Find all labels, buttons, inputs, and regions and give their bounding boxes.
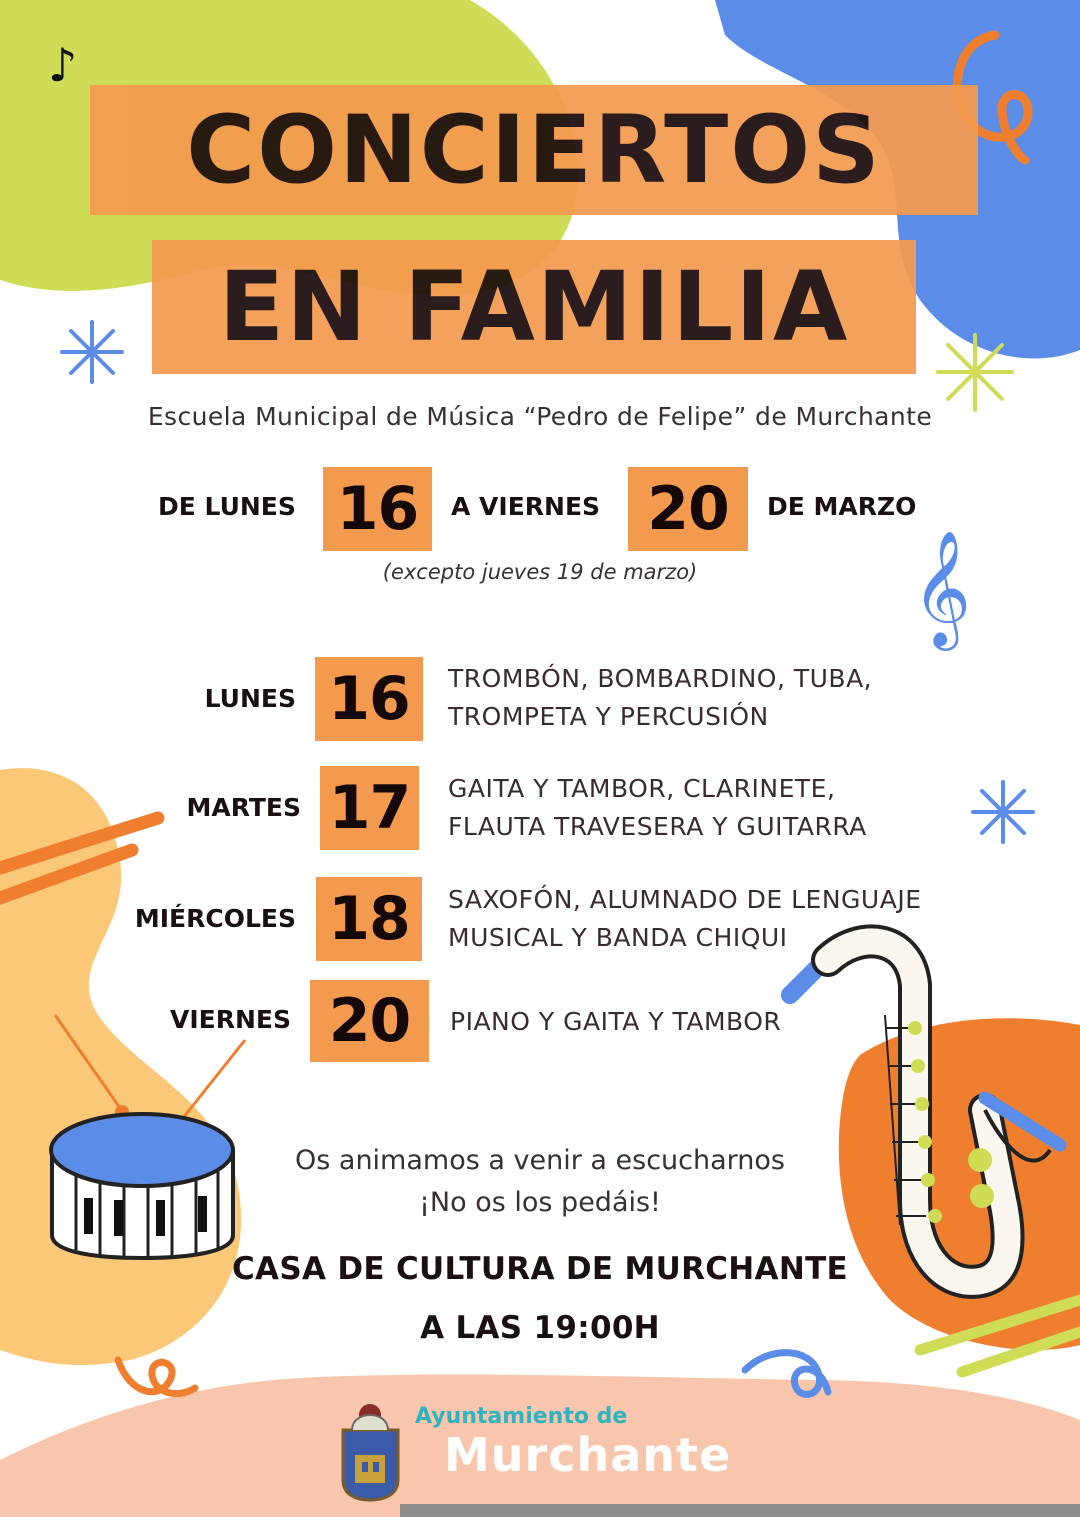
schedule-day: VIERNES xyxy=(170,1005,291,1034)
sparkle-icon xyxy=(62,322,122,382)
venue-place: CASA DE CULTURA DE MURCHANTE xyxy=(231,1251,849,1287)
curl-icon xyxy=(118,1360,195,1394)
range-from-day: 16 xyxy=(323,467,432,551)
schedule-day: MARTES xyxy=(186,793,301,822)
schedule-instruments-line1: PIANO Y GAITA Y TAMBOR xyxy=(450,1007,782,1036)
invitation-line2: ¡No os los pedáis! xyxy=(419,1187,661,1218)
title-box-2 xyxy=(152,240,916,374)
drum-icon xyxy=(51,1015,245,1258)
range-to-day: 20 xyxy=(628,467,748,551)
venue-time: A LAS 19:00H xyxy=(420,1310,660,1346)
exception-note: (excepto jueves 19 de marzo) xyxy=(382,560,698,584)
schedule-date: 20 xyxy=(310,980,429,1062)
org-name-small: Ayuntamiento de xyxy=(415,1404,628,1429)
schedule-date: 17 xyxy=(320,766,419,850)
page-title-line2: EN FAMILIA xyxy=(218,251,850,363)
orange-blob xyxy=(839,1018,1080,1350)
sparkle-icon xyxy=(973,782,1033,842)
range-to-label: A VIERNES xyxy=(451,492,601,521)
schedule-date: 18 xyxy=(316,877,422,961)
schedule-instruments-line2: TROMPETA Y PERCUSIÓN xyxy=(448,702,769,731)
schedule-day: LUNES xyxy=(204,684,296,713)
schedule-instruments-line2: MUSICAL Y BANDA CHIQUI xyxy=(448,923,788,952)
range-from-label: DE LUNES xyxy=(158,492,296,521)
schedule-instruments-line1: TROMBÓN, BOMBARDINO, TUBA, xyxy=(448,664,873,693)
music-note-icon: ♪ xyxy=(48,38,78,92)
range-month-label: DE MARZO xyxy=(767,492,917,521)
org-name-big: Murchante xyxy=(444,1428,732,1482)
schedule-instruments-line1: SAXOFÓN, ALUMNADO DE LENGUAJE xyxy=(448,885,922,914)
school-subtitle: Escuela Municipal de Música “Pedro de Felipe” de Murchante xyxy=(147,402,933,431)
sparkle-icon xyxy=(938,335,1012,410)
footer-bar xyxy=(400,1504,1080,1517)
schedule-instruments-line1: GAITA Y TAMBOR, CLARINETE, xyxy=(448,774,836,803)
page-title-line1: CONCIERTOS xyxy=(186,95,882,205)
schedule-date: 16 xyxy=(315,657,423,741)
title-box-1 xyxy=(90,85,978,215)
treble-clef-icon: 𝄞 xyxy=(912,529,972,646)
schedule-instruments-line2: FLAUTA TRAVESERA Y GUITARRA xyxy=(448,812,867,841)
schedule-day: MIÉRCOLES xyxy=(134,904,296,933)
invitation-line1: Os animamos a venir a escucharnos xyxy=(295,1145,785,1176)
